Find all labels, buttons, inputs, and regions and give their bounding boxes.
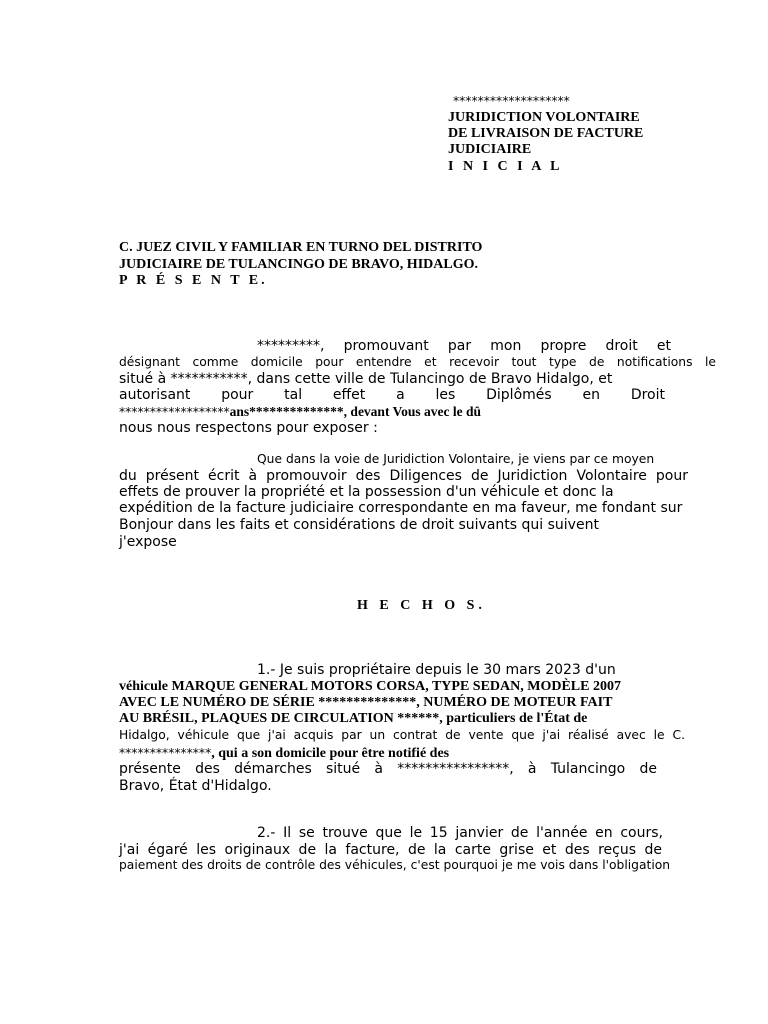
header-title-line3: JUDICIAIRE [448, 142, 532, 157]
intro-line3: situé à ***********, dans cette ville de Tulancingo de Bravo Hidalgo, et [119, 371, 613, 387]
header-title-line1: JURIDICTION VOLONTAIRE [448, 110, 640, 125]
addressee-line3: P R É S E N T E. [119, 273, 268, 288]
intro-line1: *********, promouvant par mon propre droit et [257, 338, 671, 354]
addressee-line2: JUDICIAIRE DE TULANCINGO DE BRAVO, HIDALGO. [119, 257, 478, 272]
statement-line1: Que dans la voie de Juridiction Volontaire, je viens par ce moyen [257, 452, 655, 466]
section-title-hechos: H E C H O S. [357, 598, 486, 613]
fact2-line3: paiement des droits de contrôle des véhicules, c'est pourquoi je me vois dans l'obligation [119, 858, 671, 872]
statement-line5: Bonjour dans les faits et considérations de droit suivants qui suivent [119, 517, 599, 533]
fact1-line1: 1.- Je suis propriétaire depuis le 30 mars 2023 d'un [257, 662, 616, 678]
addressee-line1: C. JUEZ CIVIL Y FAMILIAR EN TURNO DEL DISTRITO [119, 240, 483, 255]
fact2-line2: j'ai égaré les originaux de la facture, de la carte grise et des reçus de [119, 842, 662, 858]
intro-line6: nous nous respectons pour exposer : [119, 420, 378, 436]
fact1-line8: Bravo, État d'Hidalgo. [119, 778, 272, 794]
intro-line5-stars: ****************** [119, 405, 230, 419]
intro-line2: désignant comme domicile pour entendre et recevoir tout type de notifications le [119, 355, 716, 369]
intro-line4: autorisant pour tal effet a les Diplômés en Droit [119, 387, 665, 403]
fact1-line5: Hidalgo, véhicule que j'ai acquis par un contrat de vente que j'ai réalisé avec le C. [119, 728, 685, 742]
fact1-line7: présente des démarches situé à ****************, à Tulancingo de [119, 761, 657, 777]
header-title-line2: DE LIVRAISON DE FACTURE [448, 126, 644, 141]
intro-line5-text: ans**************, devant Vous avec le dû [229, 404, 481, 419]
fact1-line6-text: , qui a son domicile pour être notifié des [211, 746, 450, 761]
intro-line5 [119, 404, 481, 420]
statement-line3: effets de prouver la propriété et la possession d'un véhicule et donc la [119, 484, 614, 500]
statement-line6: j'expose [119, 534, 177, 550]
statement-line4: expédition de la facture judiciaire correspondante en ma faveur, me fondant sur [119, 500, 683, 516]
fact1-line6 [119, 745, 449, 761]
fact1-line6-stars: *************** [119, 746, 212, 760]
fact1-line2: véhicule MARQUE GENERAL MOTORS CORSA, TYPE SEDAN, MODÈLE 2007 [119, 679, 621, 694]
statement-line2: du présent écrit à promouvoir des Diligences de Juridiction Volontaire pour [119, 468, 688, 484]
header-title-line4: I N I C I A L [448, 159, 563, 174]
header-stars: ******************* [453, 94, 570, 108]
fact1-line4: AU BRÉSIL, PLAQUES DE CIRCULATION ******, particuliers de l'État de [119, 711, 588, 726]
fact2-line1: 2.- Il se trouve que le 15 janvier de l'année en cours, [257, 825, 663, 841]
fact1-line3: AVEC LE NUMÉRO DE SÉRIE **************, NUMÉRO DE MOTEUR FAIT [119, 695, 613, 710]
